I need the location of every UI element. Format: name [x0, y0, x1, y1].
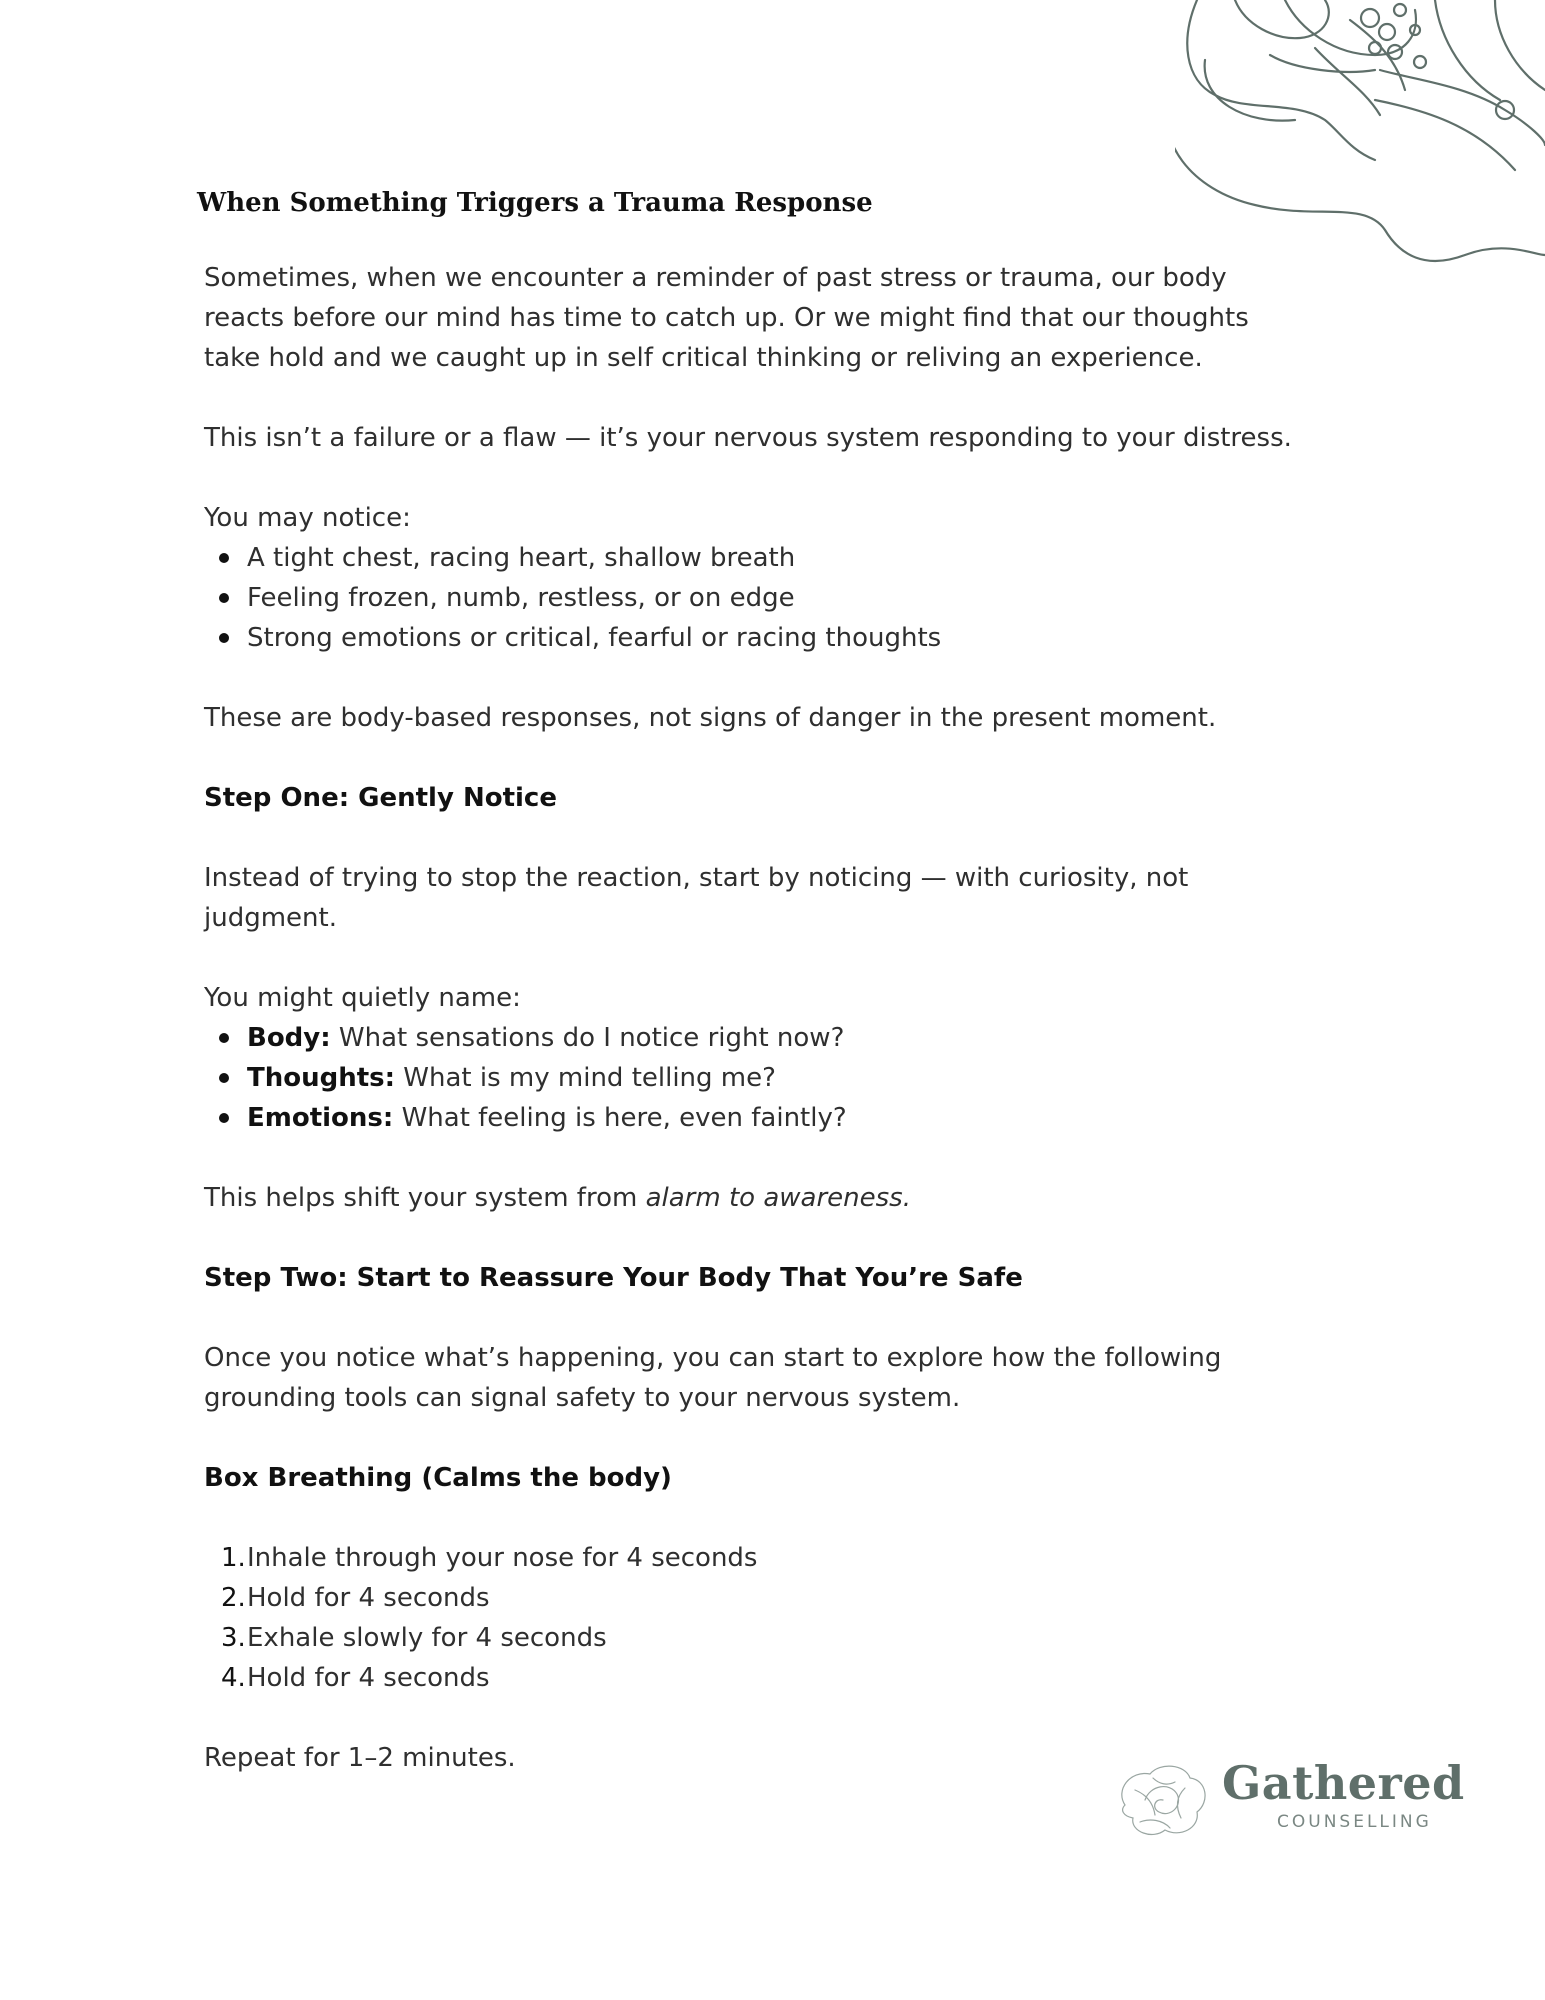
notice-label: You may notice:: [204, 503, 411, 533]
step-number: 2.: [221, 1583, 246, 1613]
intro-reassurance: This isn’t a failure or a flaw — it’s your nervous system responding to your distress.: [204, 423, 1292, 453]
awareness-line: [204, 1178, 1304, 1218]
naming-list: [204, 1018, 1304, 1138]
step-number: 4.: [221, 1663, 246, 1693]
body-response-note: These are body-based responses, not signs of danger in the present moment.: [204, 703, 1217, 733]
step-number: 1.: [221, 1543, 246, 1573]
awareness-emphasis: alarm to awareness.: [645, 1183, 911, 1213]
list-item: [204, 1618, 1304, 1658]
page-title: When Something Triggers a Trauma Response: [197, 188, 873, 218]
awareness-text: This helps shift your system from: [204, 1183, 646, 1213]
flower-line-art-icon: [1175, 0, 1545, 270]
logo-subtitle: COUNSELLING: [1277, 1812, 1432, 1832]
list-item: [204, 1018, 1304, 1058]
document-body: [204, 258, 1304, 1778]
list-item: A tight chest, racing heart, shallow breath: [204, 538, 1304, 578]
breathing-steps: [204, 1538, 1304, 1698]
step-one-heading: Step One: Gently Notice: [204, 783, 557, 813]
list-item-label: Body:: [247, 1023, 331, 1053]
gathered-counselling-logo: [1115, 1756, 1465, 1840]
step-text: Hold for 4 seconds: [247, 1663, 490, 1693]
step-text: Hold for 4 seconds: [247, 1583, 490, 1613]
list-item-text: What feeling is here, even faintly?: [393, 1103, 847, 1133]
step-text: Exhale slowly for 4 seconds: [247, 1623, 607, 1653]
step-text: Inhale through your nose for 4 seconds: [247, 1543, 758, 1573]
step-one-paragraph: Instead of trying to stop the reaction, start by noticing — with curiosity, not judgment.: [204, 863, 1189, 933]
list-item: [204, 1578, 1304, 1618]
list-item: [204, 1098, 1304, 1138]
intro-paragraph: Sometimes, when we encounter a reminder of past stress or trauma, our body reacts before our mind has time to catch up. Or we might find that our thoughts take hold and we caught up in self critical thinking or reliving an experience.: [204, 263, 1249, 373]
list-item-text: What is my mind telling me?: [395, 1063, 776, 1093]
step-two-heading: Step Two: Start to Reassure Your Body That You’re Safe: [204, 1263, 1023, 1293]
list-item: [204, 1538, 1304, 1578]
step-number: 3.: [221, 1623, 246, 1653]
list-item: Strong emotions or critical, fearful or racing thoughts: [204, 618, 1304, 658]
box-breathing-heading: Box Breathing (Calms the body): [204, 1463, 672, 1493]
list-item: Feeling frozen, numb, restless, or on edge: [204, 578, 1304, 618]
list-item-text: What sensations do I notice right now?: [330, 1023, 845, 1053]
list-item-label: Thoughts:: [247, 1063, 396, 1093]
notice-list: [204, 538, 1304, 658]
list-item: [204, 1658, 1304, 1698]
flower-logo-icon: [1115, 1760, 1210, 1838]
list-item-label: Emotions:: [247, 1103, 394, 1133]
list-item: [204, 1058, 1304, 1098]
step-two-paragraph: Once you notice what’s happening, you can start to explore how the following grounding tools can signal safety to your nervous system.: [204, 1343, 1222, 1413]
logo-wordmark: Gathered: [1222, 1756, 1465, 1810]
repeat-instruction: Repeat for 1–2 minutes.: [204, 1743, 516, 1773]
name-label: You might quietly name:: [204, 983, 521, 1013]
